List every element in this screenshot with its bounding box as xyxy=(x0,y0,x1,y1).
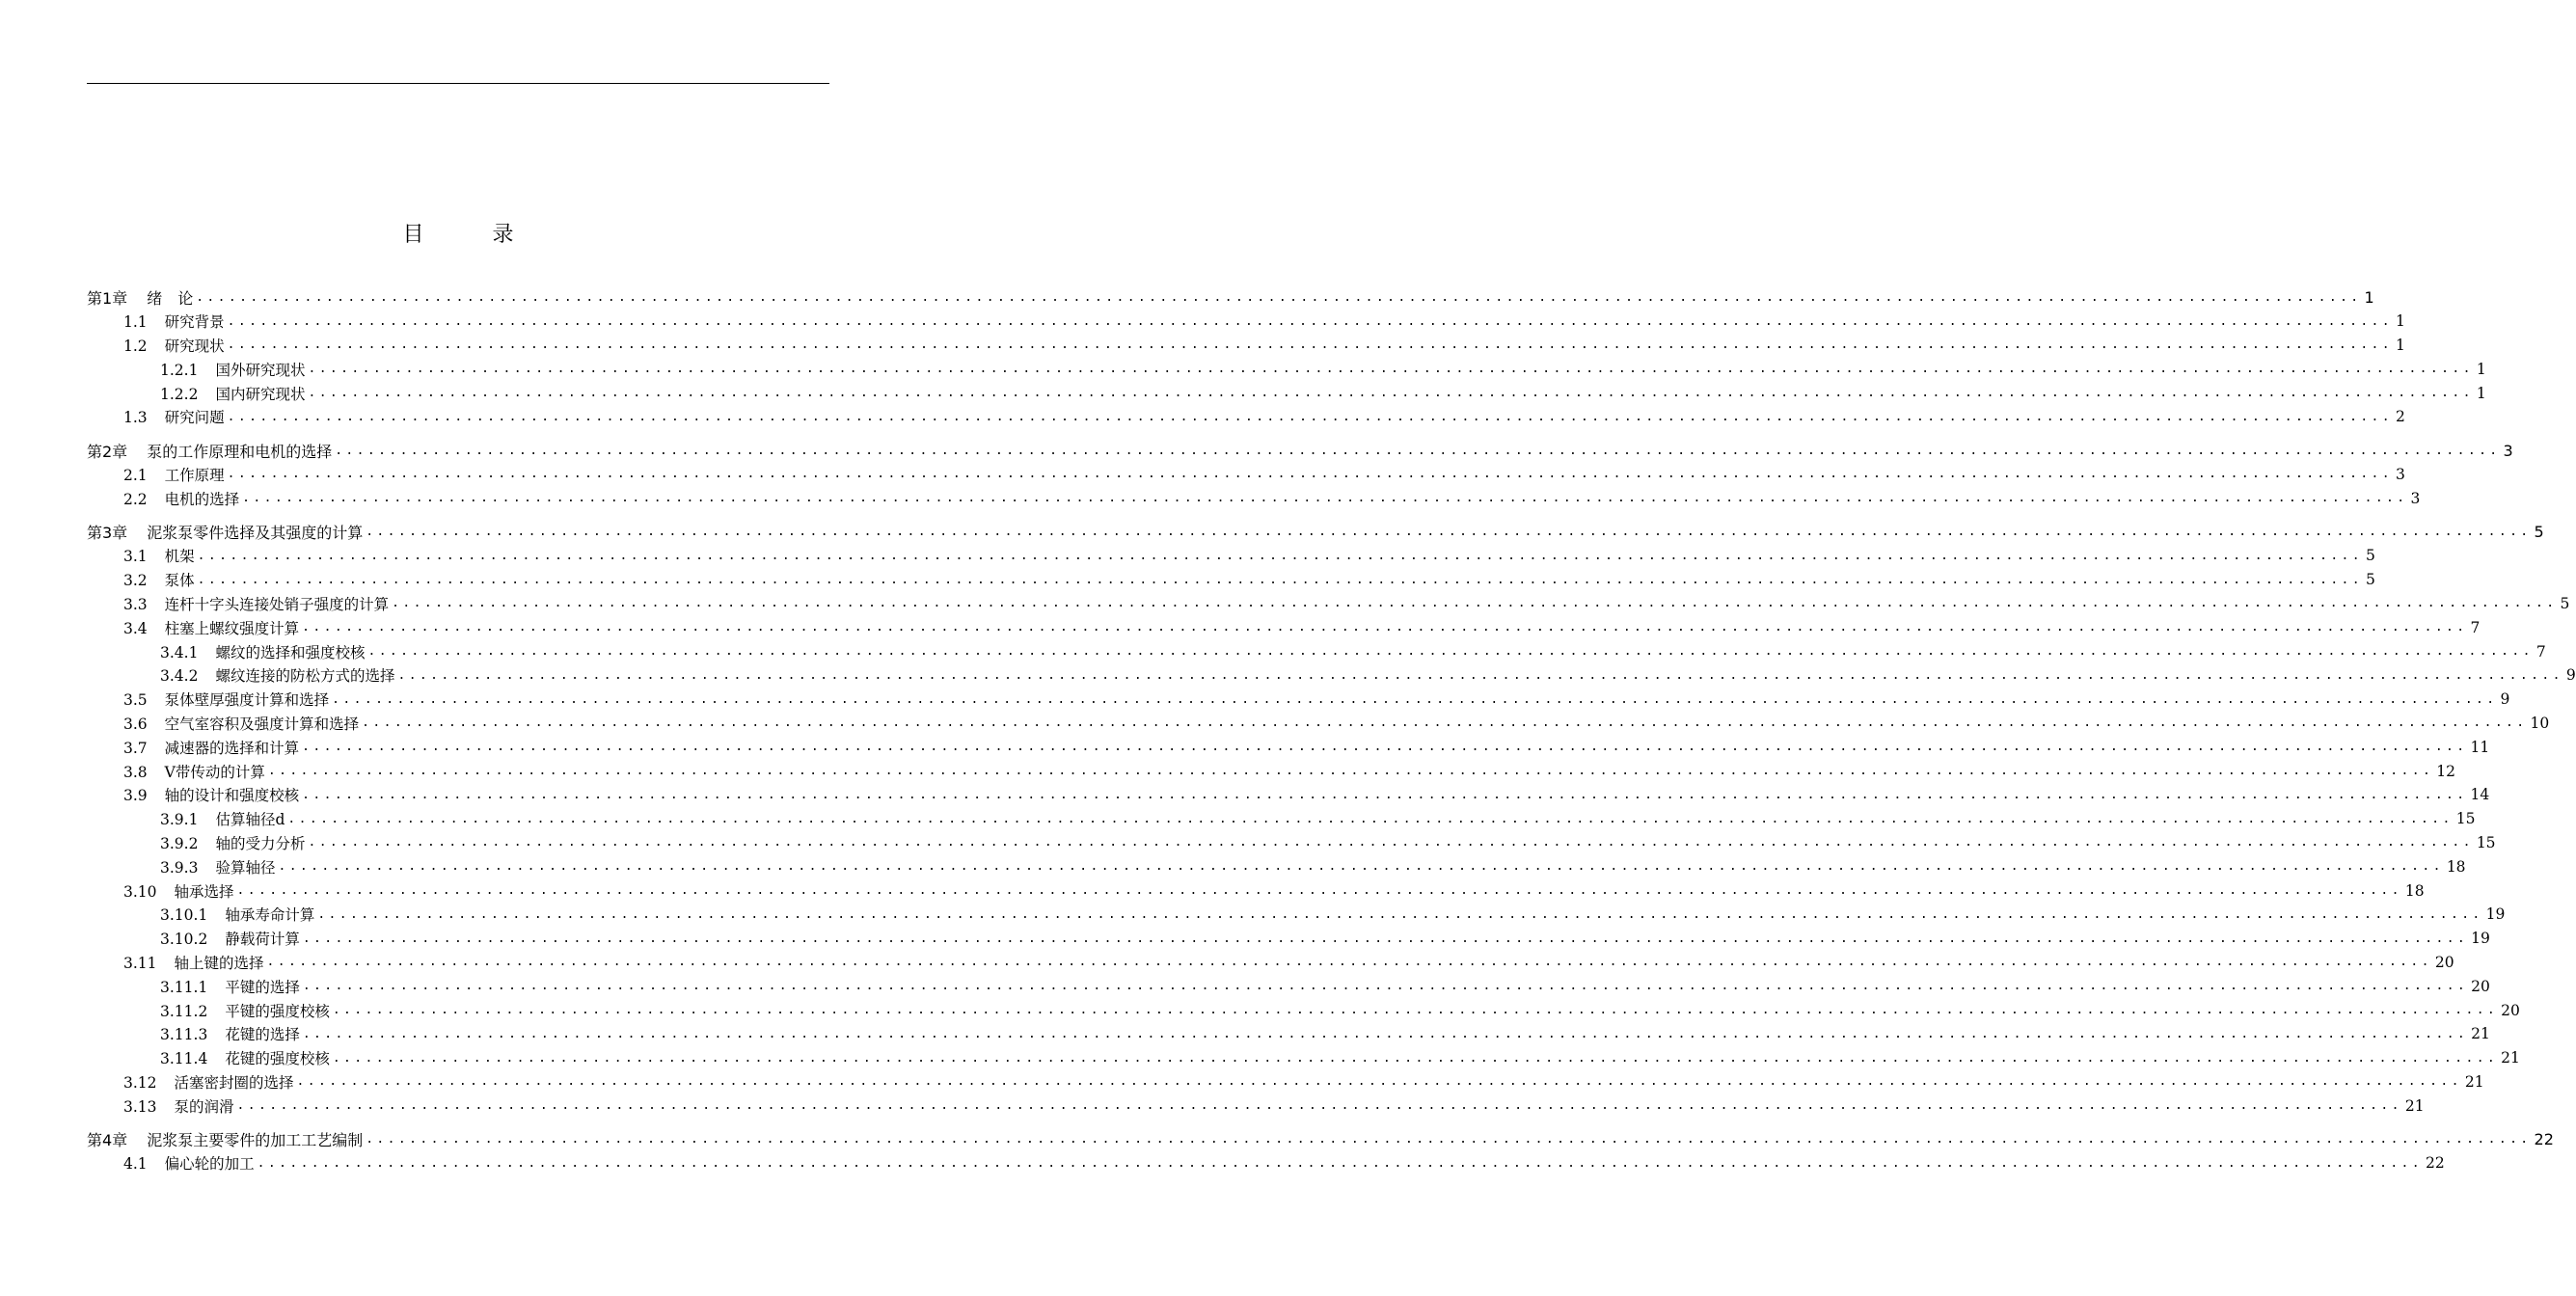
dot-leader: ........................................................................................................................................................................................................ xyxy=(236,1098,2402,1114)
toc-section-entry[interactable] xyxy=(87,903,2506,927)
toc-entry-title: 轴承选择 xyxy=(174,882,234,901)
toc-section-entry[interactable] xyxy=(87,951,2454,975)
toc-entry-number: 3.11.3 xyxy=(160,1026,208,1044)
dot-leader: ........................................................................................................................................................................................................ xyxy=(362,716,2528,731)
toc-entry-title: 国外研究现状 xyxy=(215,361,306,379)
toc-entry-label xyxy=(160,1023,300,1044)
toc-section-entry[interactable] xyxy=(87,1022,2490,1046)
toc-entry-page-number: 21 xyxy=(2471,1025,2490,1043)
toc-entry-page-number: 5 xyxy=(2366,571,2375,589)
dot-leader: ........................................................................................................................................................................................................ xyxy=(197,548,2364,563)
toc-entry-page-number: 19 xyxy=(2485,905,2506,924)
dot-leader: ........................................................................................................................................................................................................ xyxy=(302,1026,2469,1041)
toc-chapter-entry[interactable] xyxy=(87,520,2544,544)
dot-leader: ........................................................................................................................................................................................................ xyxy=(287,811,2454,826)
toc-entry-title: 轴承寿命计算 xyxy=(225,906,315,925)
toc-section-entry[interactable] xyxy=(87,310,2405,334)
toc-entry-number: 3.10.2 xyxy=(160,931,208,949)
toc-entry-title: 验算轴径 xyxy=(215,858,276,877)
toc-entry-title: 泥浆泵零件选择及其强度的计算 xyxy=(147,524,364,543)
toc-entry-title: 平键的强度校核 xyxy=(225,1002,330,1020)
dot-leader: ........................................................................................................................................................................................................ xyxy=(308,835,2474,850)
toc-entry-number: 3.11 xyxy=(123,954,157,972)
toc-entry-page-number: 3 xyxy=(2410,489,2421,507)
toc-entry-label xyxy=(160,808,285,829)
toc-section-entry[interactable] xyxy=(87,878,2425,903)
dot-leader: ........................................................................................................................................................................................................ xyxy=(227,467,2394,482)
dot-leader: ........................................................................................................................................................................................................ xyxy=(332,1050,2499,1066)
toc-entry-number: 3.4 xyxy=(123,619,148,637)
toc-entry-label xyxy=(160,1047,330,1068)
toc-entry-number: 第2章 xyxy=(87,442,128,461)
toc-entry-number: 3.10 xyxy=(123,882,157,901)
toc-entry-label xyxy=(123,952,264,973)
toc-entry-label xyxy=(87,521,363,543)
toc-section-entry[interactable] xyxy=(87,486,2421,510)
toc-section-entry[interactable] xyxy=(87,663,2576,688)
dot-leader: ........................................................................................................................................................................................................ xyxy=(302,979,2469,994)
toc-entry-page-number: 15 xyxy=(2455,810,2476,828)
toc-entry-number: 3.11.4 xyxy=(160,1050,208,1068)
dot-leader: ........................................................................................................................................................................................................ xyxy=(392,596,2558,611)
toc-section-entry[interactable] xyxy=(87,405,2405,429)
toc-entry-title: 空气室容积及强度计算和选择 xyxy=(164,715,360,733)
dot-leader: ........................................................................................................................................................................................................ xyxy=(332,691,2498,707)
table-of-contents xyxy=(87,285,2576,1175)
toc-entry-page-number: 3 xyxy=(2503,441,2513,460)
toc-entry-label xyxy=(87,286,193,309)
toc-entry-title: 泥浆泵主要零件的加工工艺编制 xyxy=(147,1130,364,1149)
toc-entry-number: 3.4.1 xyxy=(160,643,199,662)
dot-leader: ........................................................................................................................................................................................................ xyxy=(236,883,2402,899)
toc-section-entry[interactable] xyxy=(87,381,2486,405)
dot-leader: ........................................................................................................................................................................................................ xyxy=(366,525,2532,540)
toc-entry-title: 轴上键的选择 xyxy=(174,954,264,972)
toc-entry-number: 3.11.2 xyxy=(160,1002,208,1020)
toc-entry-label xyxy=(160,383,305,404)
dot-leader: ........................................................................................................................................................................................................ xyxy=(196,289,2362,305)
page-title: 目 录 xyxy=(402,223,545,247)
toc-entry-page-number: 20 xyxy=(2501,1001,2520,1019)
toc-entry-page-number: 10 xyxy=(2530,714,2550,732)
toc-entry-number: 第4章 xyxy=(87,1130,128,1149)
toc-entry-title: 泵的润滑 xyxy=(174,1097,234,1116)
toc-section-entry[interactable] xyxy=(87,1151,2445,1175)
toc-entry-label xyxy=(123,761,265,782)
dot-leader: ........................................................................................................................................................................................................ xyxy=(308,362,2474,377)
toc-section-entry[interactable] xyxy=(87,712,2550,736)
toc-entry-page-number: 20 xyxy=(2434,953,2454,971)
toc-entry-number: 3.9.2 xyxy=(160,834,199,852)
toc-entry-title: 轴的受力分析 xyxy=(215,834,306,852)
toc-entry-page-number: 2 xyxy=(2396,408,2405,426)
toc-entry-label xyxy=(160,664,394,686)
toc-section-entry[interactable] xyxy=(87,463,2405,487)
toc-entry-label xyxy=(123,784,299,805)
toc-section-entry[interactable] xyxy=(87,639,2546,663)
dot-leader: ........................................................................................................................................................................................................ xyxy=(302,787,2468,802)
toc-entry-page-number: 5 xyxy=(2560,594,2570,612)
toc-entry-label xyxy=(123,1071,294,1093)
header-rule xyxy=(87,83,829,84)
dot-leader: ........................................................................................................................................................................................................ xyxy=(227,409,2394,424)
toc-entry-title: 连杆十字头连接处销子强度的计算 xyxy=(164,595,390,613)
toc-entry-label xyxy=(123,1095,234,1117)
toc-entry-page-number: 1 xyxy=(2476,360,2486,378)
toc-entry-title: 减速器的选择和计算 xyxy=(164,739,300,757)
toc-section-entry[interactable] xyxy=(87,1046,2520,1070)
toc-entry-label xyxy=(160,641,365,662)
toc-section-entry[interactable] xyxy=(87,735,2490,759)
toc-section-entry[interactable] xyxy=(87,783,2490,807)
dot-leader: ........................................................................................................................................................................................................ xyxy=(302,740,2468,755)
toc-entry-page-number: 1 xyxy=(2476,384,2486,402)
toc-entry-label xyxy=(123,488,239,509)
toc-entry-page-number: 21 xyxy=(2464,1072,2484,1091)
toc-entry-title: 国内研究现状 xyxy=(215,385,306,403)
toc-section-entry[interactable] xyxy=(87,334,2405,358)
toc-entry-label xyxy=(123,737,299,758)
toc-entry-label xyxy=(87,1128,363,1150)
toc-entry-page-number: 1 xyxy=(2396,312,2405,331)
toc-entry-label xyxy=(123,335,225,356)
toc-entry-label xyxy=(123,880,234,902)
dot-leader: ........................................................................................................................................................................................................ xyxy=(242,491,2408,506)
toc-chapter-entry[interactable] xyxy=(87,439,2513,463)
toc-entry-title: 工作原理 xyxy=(164,466,225,484)
toc-entry-title: 研究背景 xyxy=(164,313,225,332)
toc-entry-label xyxy=(160,359,305,380)
toc-chapter-entry[interactable] xyxy=(87,1127,2554,1151)
toc-section-entry[interactable] xyxy=(87,927,2490,951)
toc-entry-page-number: 9 xyxy=(2500,690,2510,709)
toc-entry-label xyxy=(123,617,299,638)
toc-entry-title: 花键的选择 xyxy=(225,1026,300,1044)
toc-section-entry[interactable] xyxy=(87,1094,2425,1118)
toc-entry-title: 机架 xyxy=(164,548,195,566)
toc-entry-number: 3.4.2 xyxy=(160,667,199,686)
toc-entry-title: 螺纹连接的防松方式的选择 xyxy=(215,667,395,686)
toc-entry-label xyxy=(160,904,314,925)
toc-entry-title: 轴的设计和强度校核 xyxy=(164,787,300,805)
toc-entry-page-number: 21 xyxy=(2404,1096,2425,1115)
toc-entry-page-number: 12 xyxy=(2436,762,2455,780)
dot-leader: ........................................................................................................................................................................................................ xyxy=(366,1131,2532,1147)
dot-leader: ........................................................................................................................................................................................................ xyxy=(267,764,2434,779)
toc-entry-title: V带传动的计算 xyxy=(164,763,265,781)
toc-entry-number: 3.10.1 xyxy=(160,906,208,925)
toc-section-entry[interactable] xyxy=(87,759,2455,783)
toc-section-entry[interactable] xyxy=(87,544,2375,568)
dot-leader: ........................................................................................................................................................................................................ xyxy=(278,859,2444,875)
toc-entry-label xyxy=(123,310,225,332)
dot-leader: ........................................................................................................................................................................................................ xyxy=(302,931,2469,946)
toc-entry-label xyxy=(160,928,300,949)
dot-leader: ........................................................................................................................................................................................................ xyxy=(197,572,2364,587)
toc-chapter-entry[interactable] xyxy=(87,285,2374,310)
toc-entry-number: 3.8 xyxy=(123,763,148,781)
toc-entry-page-number: 22 xyxy=(2534,1129,2554,1148)
toc-entry-number: 3.6 xyxy=(123,715,148,733)
toc-section-entry[interactable] xyxy=(87,831,2496,855)
toc-entry-page-number: 9 xyxy=(2565,666,2576,685)
toc-entry-number: 3.3 xyxy=(123,595,148,613)
toc-entry-page-number: 20 xyxy=(2471,977,2490,995)
toc-section-entry[interactable] xyxy=(87,592,2570,616)
toc-section-entry[interactable] xyxy=(87,688,2510,712)
toc-entry-title: 柱塞上螺纹强度计算 xyxy=(164,619,300,637)
toc-entry-label xyxy=(87,440,332,462)
toc-section-entry[interactable] xyxy=(87,568,2375,592)
toc-entry-title: 偏心轮的加工 xyxy=(164,1155,255,1174)
dot-leader: ........................................................................................................................................................................................................ xyxy=(296,1074,2462,1090)
toc-entry-number: 3.11.1 xyxy=(160,978,208,996)
dot-leader: ........................................................................................................................................................................................................ xyxy=(397,667,2563,683)
toc-entry-number: 3.7 xyxy=(123,739,148,757)
toc-entry-page-number: 22 xyxy=(2426,1154,2445,1173)
toc-entry-label xyxy=(123,593,389,614)
toc-entry-page-number: 7 xyxy=(2470,618,2481,636)
toc-entry-label xyxy=(160,976,300,997)
dot-leader: ........................................................................................................................................................................................................ xyxy=(308,386,2474,401)
toc-entry-number: 2.1 xyxy=(123,466,148,484)
toc-section-entry[interactable] xyxy=(87,1070,2484,1094)
dot-leader: ........................................................................................................................................................................................................ xyxy=(227,313,2394,329)
toc-entry-title: 研究现状 xyxy=(164,337,225,355)
toc-entry-title: 平键的选择 xyxy=(225,978,300,996)
toc-entry-number: 3.5 xyxy=(123,691,148,710)
dot-leader: ........................................................................................................................................................................................................ xyxy=(302,620,2468,635)
toc-entry-label xyxy=(123,545,195,566)
toc-entry-page-number: 19 xyxy=(2471,930,2490,948)
toc-entry-label xyxy=(123,406,225,427)
toc-entry-page-number: 3 xyxy=(2396,465,2405,483)
toc-entry-page-number: 11 xyxy=(2470,738,2490,756)
toc-entry-page-number: 5 xyxy=(2534,523,2544,542)
toc-entry-title: 研究问题 xyxy=(164,409,225,427)
toc-entry-title: 绪 论 xyxy=(147,288,194,308)
toc-entry-label xyxy=(160,1000,330,1021)
toc-entry-title: 活塞密封圈的选择 xyxy=(174,1073,294,1092)
toc-entry-number: 第3章 xyxy=(87,524,128,543)
toc-entry-page-number: 14 xyxy=(2470,786,2490,804)
toc-entry-label xyxy=(123,688,329,710)
toc-entry-label xyxy=(123,464,225,485)
toc-entry-number: 2.2 xyxy=(123,490,148,508)
toc-entry-page-number: 7 xyxy=(2535,642,2546,661)
toc-entry-number: 3.1 xyxy=(123,548,148,566)
toc-entry-number: 3.13 xyxy=(123,1097,157,1116)
toc-entry-title: 静载荷计算 xyxy=(225,931,300,949)
toc-entry-number: 3.2 xyxy=(123,572,148,590)
toc-entry-number: 3.9.3 xyxy=(160,858,199,877)
toc-entry-number: 1.2 xyxy=(123,337,148,355)
toc-entry-label xyxy=(123,1152,255,1174)
toc-entry-page-number: 18 xyxy=(2446,857,2466,876)
toc-entry-title: 花键的强度校核 xyxy=(225,1050,330,1068)
toc-entry-page-number: 21 xyxy=(2501,1049,2520,1067)
toc-entry-title: 螺纹的选择和强度校核 xyxy=(215,643,366,662)
toc-entry-label xyxy=(160,856,275,878)
toc-entry-page-number: 1 xyxy=(2364,287,2374,307)
dot-leader: ........................................................................................................................................................................................................ xyxy=(266,955,2432,970)
toc-entry-label xyxy=(123,713,359,734)
toc-entry-number: 3.9.1 xyxy=(160,811,199,829)
toc-section-entry[interactable] xyxy=(87,357,2486,381)
toc-section-entry[interactable] xyxy=(87,615,2481,639)
toc-entry-title: 泵体 xyxy=(164,572,195,590)
toc-entry-label xyxy=(123,569,195,590)
toc-entry-number: 1.1 xyxy=(123,313,148,332)
toc-entry-page-number: 5 xyxy=(2366,547,2375,565)
toc-entry-title: 泵的工作原理和电机的选择 xyxy=(147,442,333,461)
toc-entry-title: 电机的选择 xyxy=(164,490,240,508)
dot-leader: ........................................................................................................................................................................................................ xyxy=(332,1003,2499,1017)
toc-section-entry[interactable] xyxy=(87,854,2466,878)
dot-leader: ........................................................................................................................................................................................................ xyxy=(317,906,2483,922)
dot-leader: ........................................................................................................................................................................................................ xyxy=(367,644,2534,660)
toc-entry-page-number: 1 xyxy=(2396,336,2405,354)
toc-entry-title: 泵体壁厚强度计算和选择 xyxy=(164,691,330,710)
dot-leader: ........................................................................................................................................................................................................ xyxy=(257,1155,2424,1171)
toc-section-entry[interactable] xyxy=(87,974,2490,998)
toc-entry-number: 第1章 xyxy=(87,288,128,308)
dot-leader: ........................................................................................................................................................................................................ xyxy=(227,338,2394,353)
toc-entry-number: 3.12 xyxy=(123,1073,157,1092)
toc-entry-label xyxy=(160,832,305,853)
toc-section-entry[interactable] xyxy=(87,807,2476,831)
toc-entry-number: 1.3 xyxy=(123,409,148,427)
toc-section-entry[interactable] xyxy=(87,998,2520,1022)
toc-entry-number: 1.2.2 xyxy=(160,385,199,403)
toc-entry-page-number: 18 xyxy=(2404,881,2425,900)
dot-leader: ........................................................................................................................................................................................................ xyxy=(335,443,2501,458)
toc-entry-number: 3.9 xyxy=(123,787,148,805)
toc-entry-page-number: 15 xyxy=(2476,833,2496,851)
toc-entry-title: 估算轴径d xyxy=(215,811,285,829)
toc-entry-number: 4.1 xyxy=(123,1155,148,1174)
toc-entry-number: 1.2.1 xyxy=(160,361,199,379)
